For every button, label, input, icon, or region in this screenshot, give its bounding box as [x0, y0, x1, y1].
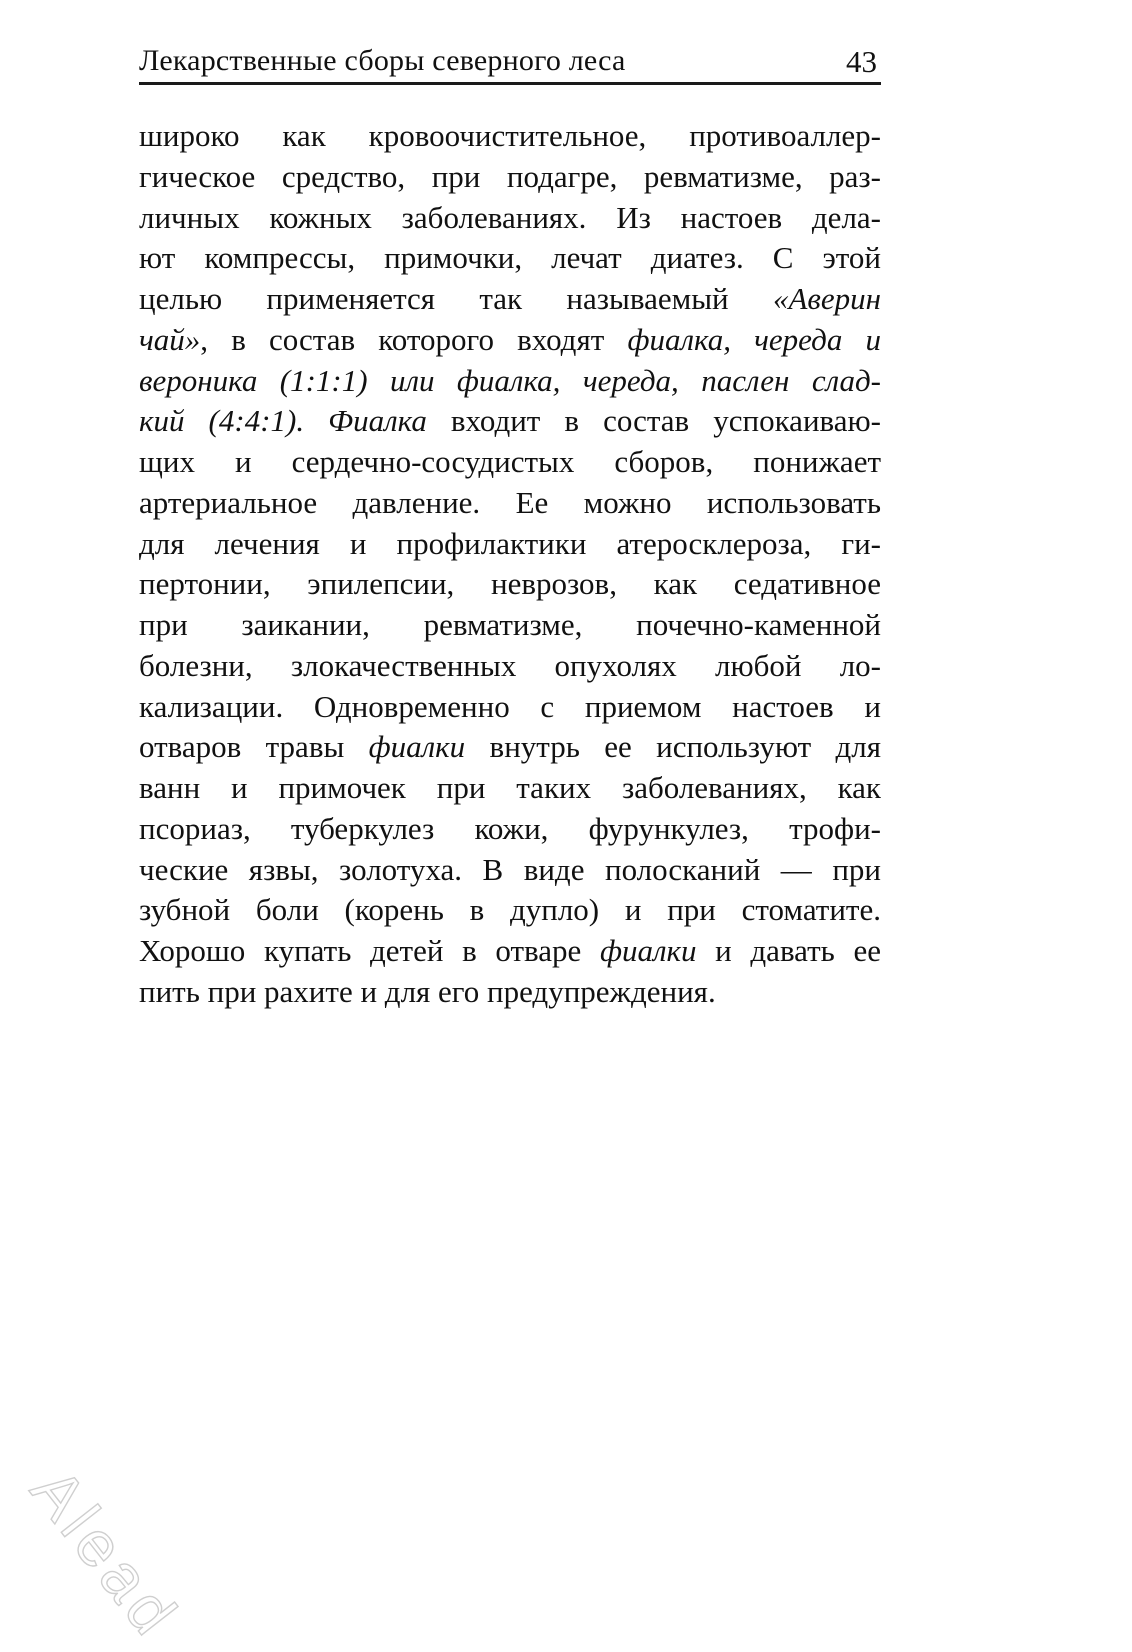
text-line: [139, 687, 881, 728]
text-run: и давать ее: [696, 933, 881, 968]
text-run: болезни, злокачественных опухолях любой ло-: [139, 647, 881, 683]
text-line: [139, 157, 881, 198]
italic-run: фиалки: [368, 729, 466, 765]
text-line: [139, 279, 881, 320]
text-line: [139, 524, 881, 565]
text-line: [139, 116, 881, 157]
text-line: [139, 850, 881, 891]
text-run: гическое средство, при подагре, ревматизме, раз-: [139, 158, 881, 194]
text-run: входит в состав успокаиваю-: [426, 403, 881, 439]
text-line: [139, 320, 881, 361]
text-line: [139, 442, 881, 483]
text-run: щих и сердечно-сосудистых сборов, понижает: [139, 444, 881, 479]
text-run: ванн и примочек при таких заболеваниях, как: [139, 770, 881, 805]
text-run: ческие язвы, золотуха. В виде полосканий — при: [139, 851, 881, 887]
text-run: ют компрессы, примочки, лечат диатез. С этой: [139, 240, 881, 276]
watermark-logo: Alead: [17, 1454, 194, 1652]
italic-run: фиалка, череда и: [627, 321, 881, 357]
italic-run: кий (4:4:1). Фиалка: [139, 403, 427, 439]
text-run: зубной боли (корень в дупло) и при стоматите.: [139, 892, 881, 928]
text-line: [139, 483, 881, 524]
italic-run: «Аверин: [772, 281, 881, 316]
body-paragraph: [139, 116, 881, 1013]
text-line: [139, 361, 881, 402]
text-run: целью применяется так называемый: [139, 281, 773, 316]
text-line: [139, 198, 881, 239]
text-run: Хорошо купать детей в отваре: [139, 933, 600, 968]
text-line: [139, 564, 881, 605]
text-run: кализации. Одновременно с приемом настоев и: [139, 688, 881, 724]
text-line: [139, 401, 881, 442]
italic-run: чай»: [139, 321, 201, 357]
text-run: личных кожных заболеваниях. Из настоев дела-: [139, 199, 881, 235]
page-number: 43: [846, 44, 877, 79]
text-run: широко как кровоочистительное, противоаллер-: [139, 118, 881, 153]
text-line: [139, 890, 881, 931]
text-line: [139, 238, 881, 279]
italic-run: фиалки: [599, 933, 697, 968]
text-line: [139, 727, 881, 768]
text-line: [139, 768, 881, 809]
text-line: [139, 931, 881, 972]
text-run: отваров травы: [139, 729, 369, 765]
text-line: [139, 646, 881, 687]
text-run: артериальное давление. Ее можно использовать: [139, 484, 881, 520]
text-line: [139, 605, 881, 646]
text-run: для лечения и профилактики атеросклероза, ги-: [139, 525, 881, 561]
text-run: внутрь ее используют для: [465, 729, 881, 765]
text-run: псориаз, туберкулез кожи, фурункулез, трофи-: [139, 810, 881, 846]
text-run: при заикании, ревматизме, почечно-каменной: [139, 607, 881, 642]
text-run: пить при рахите и для его предупреждения.: [139, 973, 716, 1009]
text-run: , в состав которого входят: [200, 321, 628, 357]
running-header: [139, 42, 881, 85]
text-line: [139, 972, 881, 1013]
italic-run: вероника (1:1:1) или фиалка, череда, паслен слад-: [139, 362, 881, 398]
running-title: Лекарственные сборы северного леса: [139, 44, 626, 77]
text-run: пертонии, эпилепсии, неврозов, как седативное: [139, 566, 881, 602]
text-line: [139, 809, 881, 850]
